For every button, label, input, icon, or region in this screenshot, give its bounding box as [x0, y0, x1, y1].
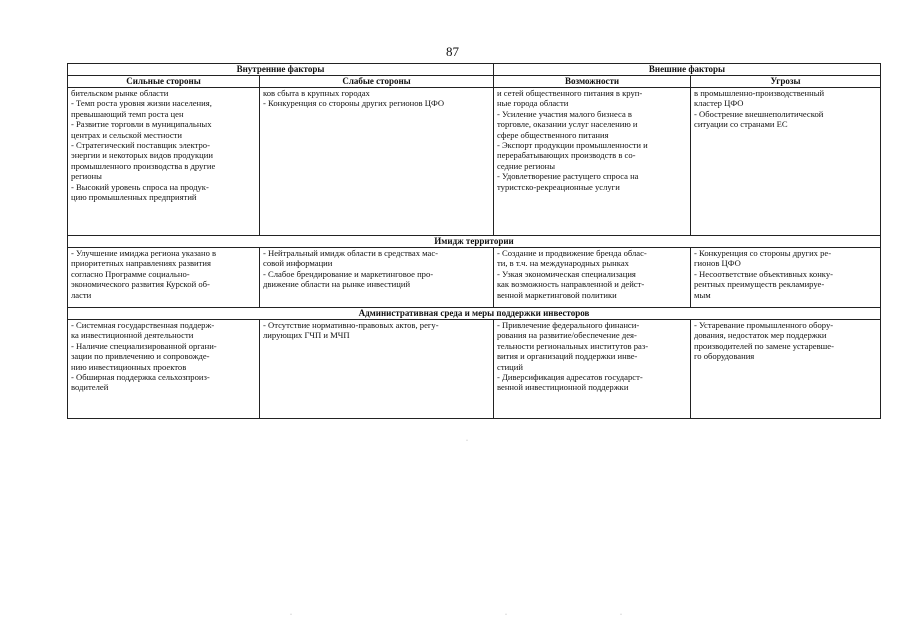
cell-opportunities: [494, 88, 691, 236]
cell-text-line: стиций: [497, 361, 523, 372]
cell-text-line: приоритетных направлениях развития: [71, 258, 211, 269]
threats-header: Угрозы: [691, 76, 881, 88]
section-row-admin-environment: [68, 308, 881, 320]
weaknesses-header: Слабые стороны: [260, 76, 494, 88]
cell-text-line: рентных преимуществ рекламируе-: [694, 279, 825, 290]
cell-text-line: гионов ЦФО: [694, 258, 741, 269]
cell-text-line: ные города области: [497, 98, 569, 109]
cell-text-line: - Конкуренция со стороны других регионов ЦФО: [263, 98, 445, 109]
cell-text-line: венной инвестиционной поддержки: [497, 382, 629, 393]
cell-text-line: рования на развитие/обеспечение дея-: [497, 330, 637, 341]
cell-text-line: ситуации со странами ЕС: [694, 119, 788, 130]
cell-text-line: - Стратегический поставщик электро-: [71, 140, 210, 151]
cell-text-line: экономического развития Курской об-: [71, 279, 210, 290]
cell-text-line: ласти: [71, 289, 92, 300]
cell-threats: [691, 320, 881, 419]
table-row-territory-image: [68, 248, 881, 308]
column-header-row: [68, 76, 881, 88]
scan-speck: ·: [290, 612, 292, 618]
cell-text-line: ков сбыта в крупных городах: [263, 88, 370, 98]
cell-text-line: производителей по замене устаревше-: [694, 340, 834, 351]
cell-text-line: тельности региональных институтов раз-: [497, 340, 649, 351]
cell-text-line: - Устаревание промышленного обору-: [694, 320, 834, 330]
cell-text-line: водителей: [71, 382, 109, 393]
cell-strengths: [68, 88, 260, 236]
cell-weaknesses: [260, 88, 494, 236]
cell-text-line: седние регионы: [497, 160, 556, 171]
opportunities-header: Возможности: [494, 76, 691, 88]
cell-text-line: ка инвестиционной деятельности: [71, 330, 194, 341]
cell-text-line: торговле, оказании услуг населению и: [497, 119, 638, 130]
cell-text-line: энергии и некоторых видов продукции: [71, 150, 213, 161]
cell-text-line: - Наличие специализированной органи-: [71, 340, 217, 351]
cell-strengths: [68, 320, 260, 419]
cell-text-line: ти, в т.ч. на международных рынках: [497, 258, 629, 269]
cell-text-line: - Темп роста уровня жизни населения,: [71, 98, 212, 109]
cell-text-line: сфере общественного питания: [497, 129, 609, 140]
cell-text-line: - Узкая экономическая специализация: [497, 268, 636, 279]
cell-text-line: согласно Программе социально-: [71, 268, 190, 279]
cell-text-line: мым: [694, 289, 711, 300]
cell-text-line: вития и организаций поддержки инве-: [497, 351, 638, 362]
cell-opportunities: [494, 320, 691, 419]
cell-text-line: - Диверсификация адресатов государст-: [497, 372, 643, 383]
section-row-territory-image: [68, 236, 881, 248]
cell-text-line: лирующих ГЧП и МЧП: [263, 330, 350, 341]
cell-text-line: как возможность направленной и дейст-: [497, 279, 645, 290]
cell-text-line: - Системная государственная поддерж-: [71, 320, 215, 330]
section-title-territory-image: Имидж территории: [68, 236, 881, 248]
cell-text-line: - Удовлетворение растущего спроса на: [497, 171, 639, 182]
scan-speck: ·: [620, 612, 622, 618]
cell-text-line: кластер ЦФО: [694, 98, 744, 109]
cell-text-line: зации по привлечению и сопровожде-: [71, 351, 210, 362]
cell-text-line: - Экспорт продукции промышленности и: [497, 140, 648, 151]
cell-text-line: - Усиление участия малого бизнеса в: [497, 108, 632, 119]
cell-text-line: - Высокий уровень спроса на продук-: [71, 181, 209, 192]
cell-text-line: бительском рынке области: [71, 88, 169, 98]
cell-text-line: - Привлечение федерального финанси-: [497, 320, 640, 330]
cell-opportunities: [494, 248, 691, 308]
cell-text-line: дования, недостаток мер поддержки: [694, 330, 827, 341]
scan-speck: ·: [466, 438, 468, 444]
cell-text-line: - Создание и продвижение бренда облас-: [497, 248, 647, 258]
section-title-admin-environment: Административная среда и меры поддержки инвесторов: [68, 308, 881, 320]
cell-text-line: центрах и сельской местности: [71, 129, 183, 140]
factor-group-header-row: [68, 64, 881, 76]
cell-threats: [691, 88, 881, 236]
cell-weaknesses: [260, 248, 494, 308]
cell-text-line: го оборудования: [694, 351, 755, 362]
cell-threats: [691, 248, 881, 308]
cell-text-line: превышающий темп роста цен: [71, 108, 184, 119]
cell-text-line: совой информации: [263, 258, 333, 269]
cell-text-line: - Нейтральный имидж области в средствах мас-: [263, 248, 439, 258]
table-row-continuation: [68, 88, 881, 236]
cell-text-line: промышленного производства в другие: [71, 160, 216, 171]
internal-factors-header: Внутренние факторы: [68, 64, 494, 76]
cell-text-line: - Развитие торговли в муниципальных: [71, 119, 212, 130]
external-factors-header: Внешние факторы: [494, 64, 881, 76]
cell-text-line: перерабатывающих производств в со-: [497, 150, 636, 161]
cell-text-line: движение области на рынке инвестиций: [263, 279, 411, 290]
cell-text-line: - Слабое брендирование и маркетинговое про-: [263, 268, 434, 279]
cell-strengths: [68, 248, 260, 308]
cell-text-line: - Обострение внешнеполитической: [694, 108, 824, 119]
cell-text-line: - Несоответствие объективных конку-: [694, 268, 834, 279]
scan-speck: ·: [505, 612, 507, 618]
cell-text-line: - Конкуренция со стороны других ре-: [694, 248, 832, 258]
cell-text-line: венной маркетинговой политики: [497, 289, 617, 300]
strengths-header: Сильные стороны: [68, 76, 260, 88]
swot-table: [67, 63, 881, 419]
table-row-admin-environment: [68, 320, 881, 419]
cell-text-line: и сетей общественного питания в круп-: [497, 88, 643, 98]
cell-text-line: туристско-рекреационные услуги: [497, 181, 620, 192]
cell-text-line: регионы: [71, 171, 102, 182]
cell-text-line: цию промышленных предприятий: [71, 192, 197, 203]
cell-weaknesses: [260, 320, 494, 419]
cell-text-line: нию инвестиционных проектов: [71, 361, 187, 372]
cell-text-line: - Улучшение имиджа региона указано в: [71, 248, 217, 258]
cell-text-line: в промышленно-производственный: [694, 88, 825, 98]
cell-text-line: - Обширная поддержка сельхозпроиз-: [71, 372, 210, 383]
cell-text-line: - Отсутствие нормативно-правовых актов, регу-: [263, 320, 439, 330]
page-number: 87: [446, 44, 459, 59]
